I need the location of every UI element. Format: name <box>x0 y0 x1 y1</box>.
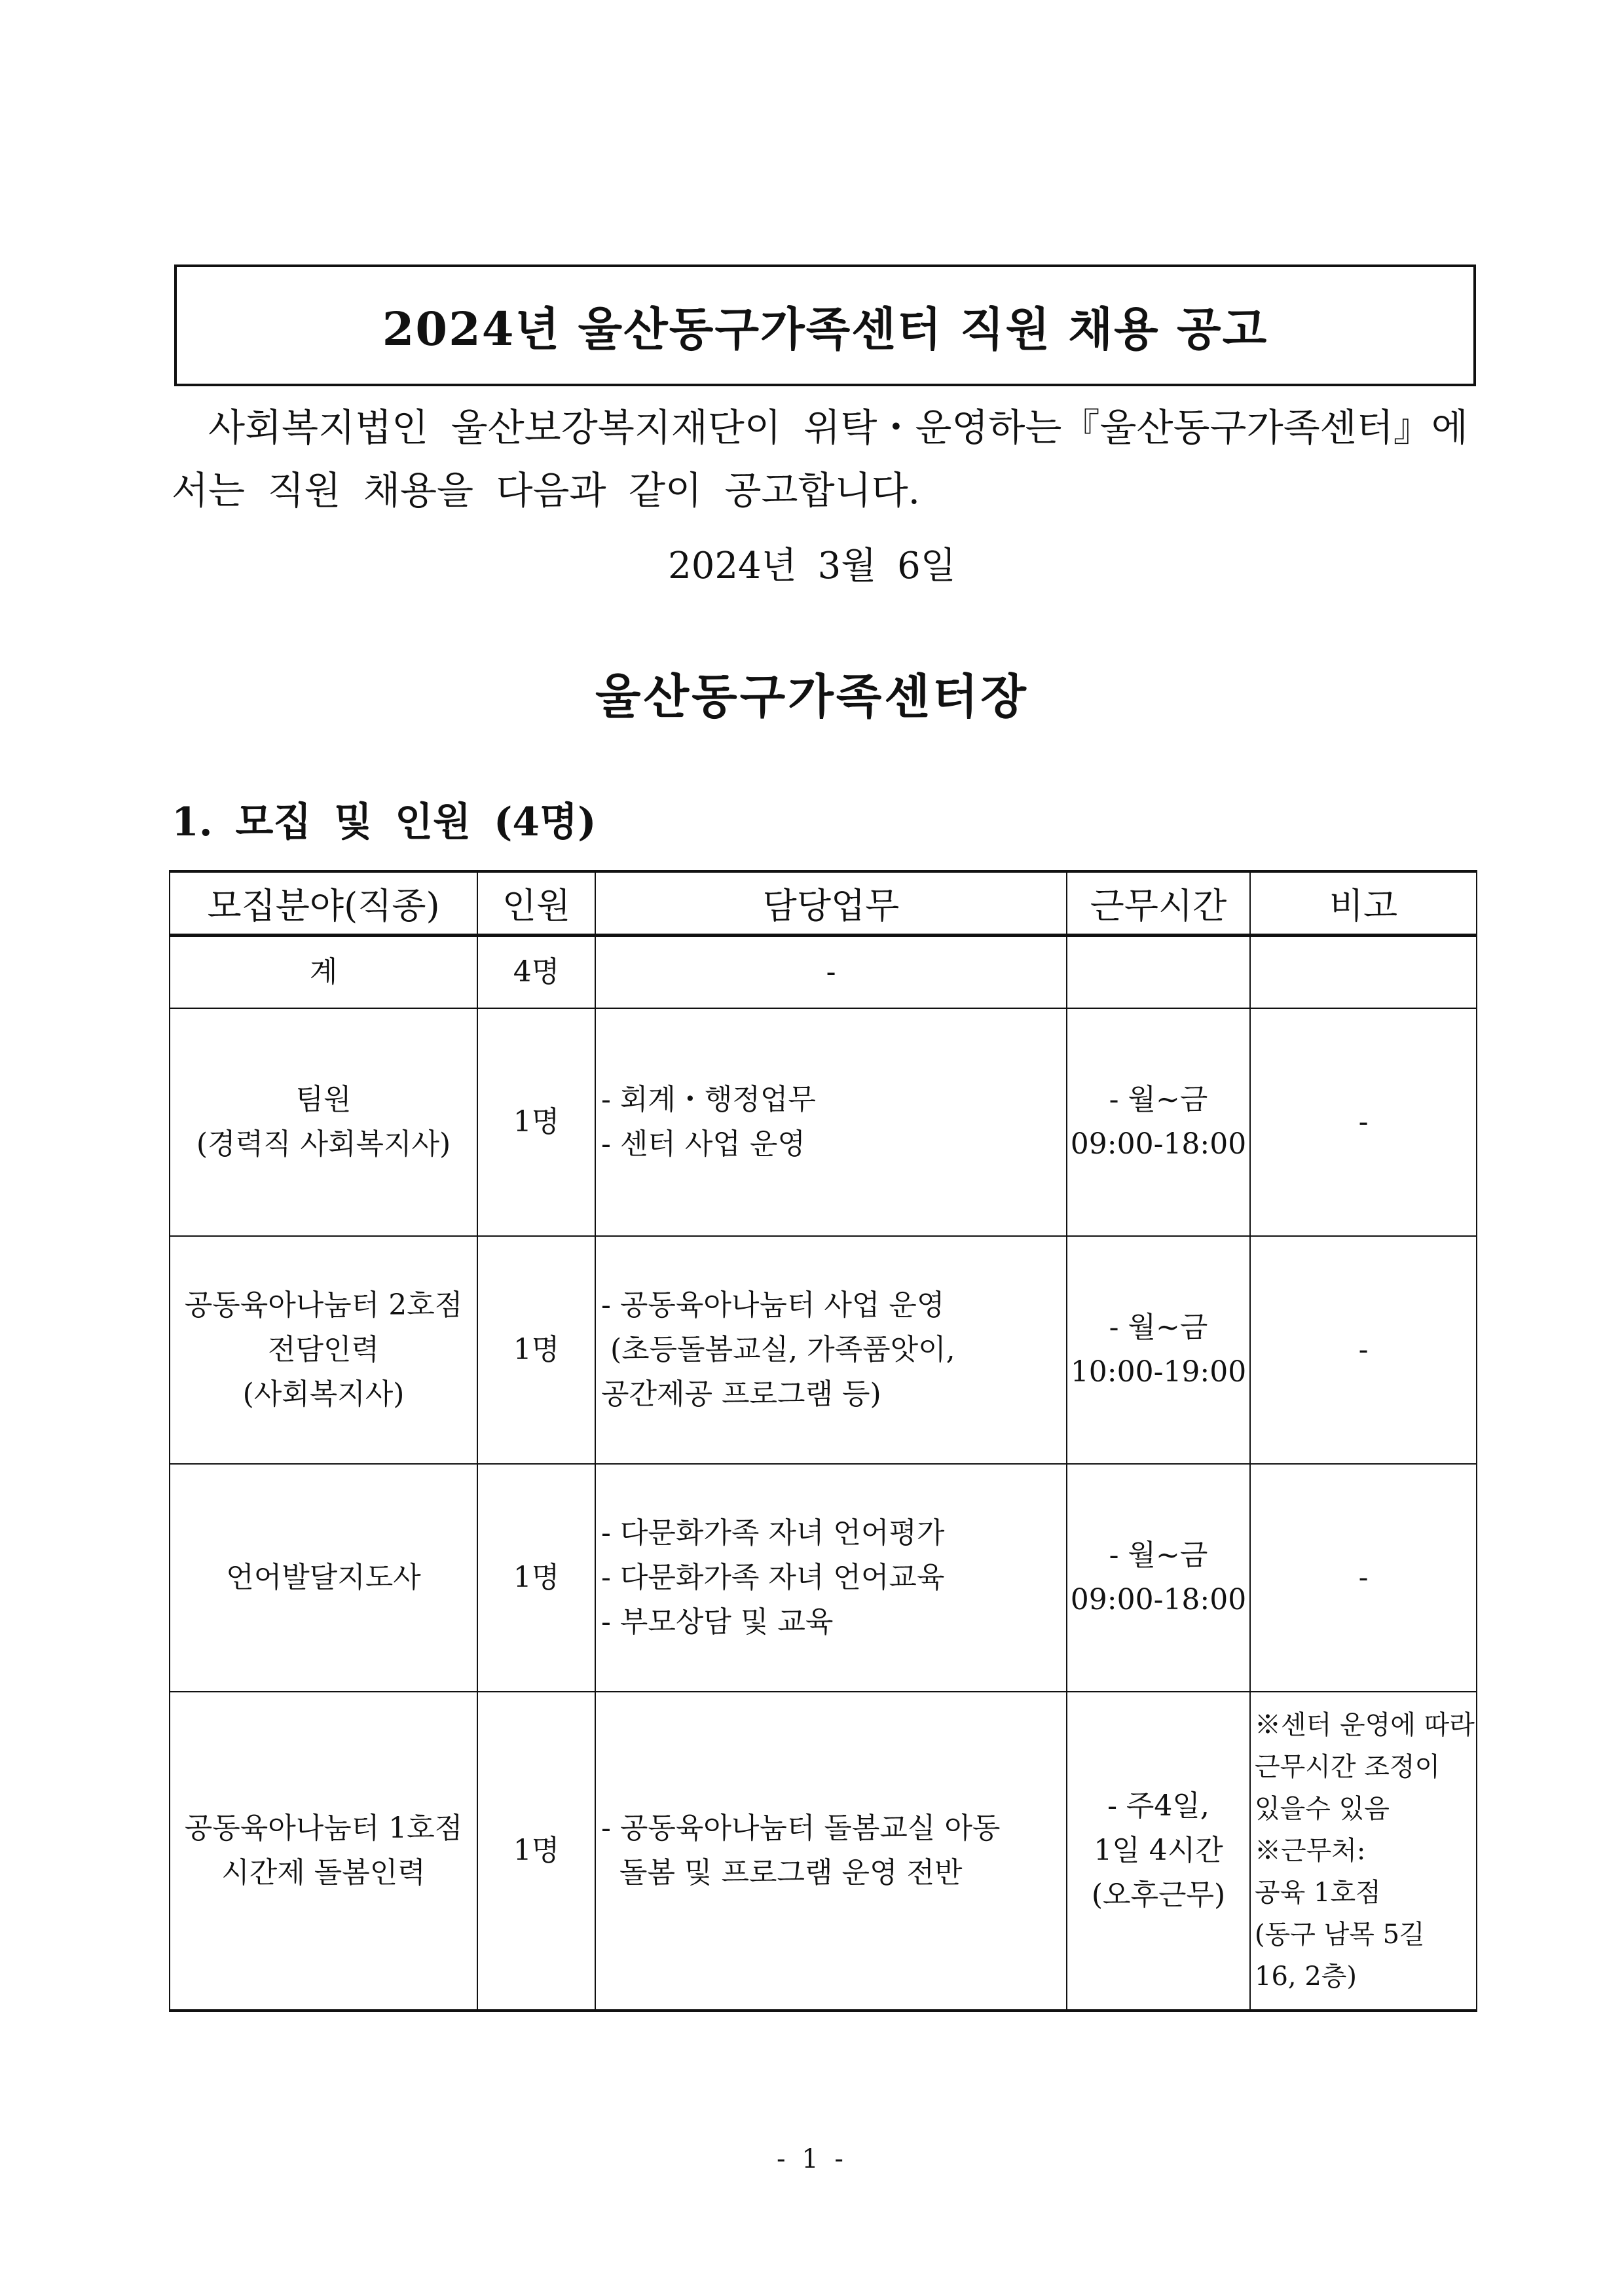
cell-note <box>1250 1008 1477 1236</box>
cell-field-line: 시간제 돌봄인력 <box>221 1856 426 1889</box>
cell-note-line: 근무시간 조정이 <box>1255 1752 1441 1782</box>
header-field: 모집분야(직종) <box>170 871 477 935</box>
cell-duty-line: - 센터 사업 운영 <box>601 1127 805 1161</box>
cell-duty-line: - 부모상담 및 교육 <box>601 1605 834 1639</box>
table-row <box>170 1692 1477 2011</box>
cell-hours <box>1067 1236 1250 1464</box>
total-note <box>1250 935 1477 1008</box>
total-hours <box>1067 935 1250 1008</box>
cell-note-line: ※근무처: <box>1255 1836 1366 1866</box>
issuer-signature: 울산동구가족센터장 <box>595 668 1029 724</box>
cell-count: 1명 <box>477 1692 595 2011</box>
cell-note-line: - <box>1358 1105 1369 1139</box>
cell-note-line: 16, 2층) <box>1255 1961 1357 1992</box>
cell-duty <box>595 1236 1067 1464</box>
intro-paragraph: 사회복지법인 울산보강복지재단이 위탁・운영하는『울산동구가족센터』에서는 직원 채용을 다음과 같이 공고합니다. <box>172 405 1468 513</box>
cell-duty-line: - 다문화가족 자녀 언어평가 <box>601 1516 945 1550</box>
recruitment-table <box>169 870 1477 2012</box>
page-number: - 1 - <box>777 2144 847 2174</box>
cell-note-line: 있을수 있음 <box>1255 1794 1390 1824</box>
cell-hours-line: - 주4일, <box>1107 1789 1209 1823</box>
cell-count: 1명 <box>477 1236 595 1464</box>
cell-note-line: (동구 남목 5길 <box>1255 1920 1425 1950</box>
cell-field-line: 공동육아나눔터 2호점 <box>184 1288 463 1322</box>
cell-note-line: - <box>1358 1333 1369 1366</box>
cell-field-line: (경력직 사회복지사) <box>196 1127 451 1161</box>
cell-duty-line: (초등돌봄교실, 가족품앗이, <box>601 1333 955 1366</box>
table-row <box>170 1008 1477 1236</box>
cell-duty <box>595 1692 1067 2011</box>
cell-hours-line: 10:00-19:00 <box>1070 1355 1247 1389</box>
total-duty: - <box>595 935 1067 1008</box>
notice-title: 2024년 울산동구가족센터 직원 채용 공고 <box>382 301 1268 356</box>
cell-duty-line: - 다문화가족 자녀 언어교육 <box>601 1561 945 1594</box>
cell-note-line: 공육 1호점 <box>1255 1878 1381 1908</box>
cell-hours-line: 09:00-18:00 <box>1070 1583 1247 1616</box>
cell-duty-line: - 회계・행정업무 <box>601 1083 816 1116</box>
table-row <box>170 1464 1477 1692</box>
cell-duty-line: 돌봄 및 프로그램 운영 전반 <box>601 1856 963 1889</box>
cell-field-line: 언어발달지도사 <box>226 1561 421 1594</box>
cell-duty <box>595 1008 1067 1236</box>
notice-title-box <box>174 264 1476 386</box>
cell-hours <box>1067 1008 1250 1236</box>
cell-duty <box>595 1464 1067 1692</box>
cell-note <box>1250 1692 1477 2011</box>
cell-field <box>170 1236 477 1464</box>
header-hours: 근무시간 <box>1067 871 1250 935</box>
cell-note <box>1250 1464 1477 1692</box>
cell-duty-line: - 공동육아나눔터 돌봄교실 아동 <box>601 1812 1001 1845</box>
cell-field <box>170 1008 477 1236</box>
cell-count: 1명 <box>477 1008 595 1236</box>
cell-hours-line: - 월~금 <box>1109 1083 1208 1116</box>
cell-hours-line: 09:00-18:00 <box>1070 1127 1247 1161</box>
cell-hours-line: 1일 4시간 <box>1094 1834 1223 1867</box>
cell-note-line: - <box>1358 1561 1369 1594</box>
header-duty: 담당업무 <box>595 871 1067 935</box>
cell-field <box>170 1464 477 1692</box>
cell-field-line: (사회복지사) <box>242 1377 405 1411</box>
total-count: 4명 <box>477 935 595 1008</box>
cell-duty-line: - 공동육아나눔터 사업 운영 <box>601 1288 945 1322</box>
cell-hours <box>1067 1692 1250 2011</box>
total-label: 계 <box>170 935 477 1008</box>
notice-date: 2024년 3월 6일 <box>668 545 956 587</box>
cell-field <box>170 1692 477 2011</box>
cell-hours <box>1067 1464 1250 1692</box>
cell-hours-line: - 월~금 <box>1109 1539 1208 1572</box>
cell-field-line: 팀원 <box>295 1083 352 1116</box>
header-note: 비고 <box>1250 871 1477 935</box>
cell-field-line: 전담인력 <box>267 1333 379 1366</box>
table-row <box>170 1236 1477 1464</box>
table-header-row <box>170 871 1477 935</box>
cell-hours-line: (오후근무) <box>1091 1878 1226 1912</box>
cell-count: 1명 <box>477 1464 595 1692</box>
cell-field-line: 공동육아나눔터 1호점 <box>184 1812 463 1845</box>
cell-duty-line: 공간제공 프로그램 등) <box>601 1377 881 1411</box>
header-count: 인원 <box>477 871 595 935</box>
section-heading: 1. 모집 및 인원 (4명) <box>172 799 597 845</box>
cell-hours-line: - 월~금 <box>1109 1311 1208 1344</box>
cell-note <box>1250 1236 1477 1464</box>
table-row-total <box>170 935 1477 1008</box>
cell-note-line: ※센터 운영에 따라 <box>1255 1710 1475 1740</box>
